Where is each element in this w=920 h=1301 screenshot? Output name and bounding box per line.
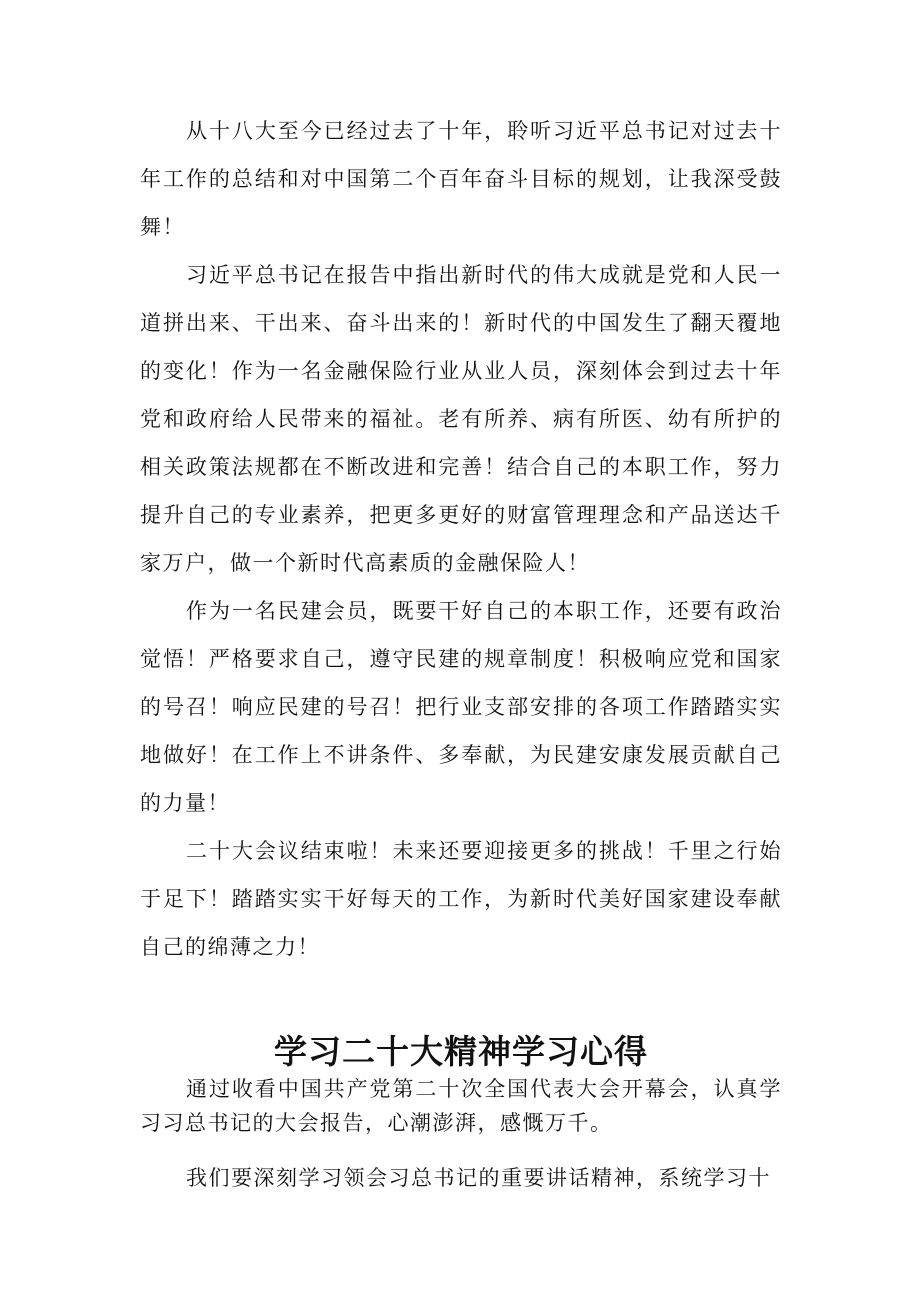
paragraph: 二十大会议结束啦！未来还要迎接更多的挑战！千里之行始于足下！踏踏实实干好每天的工作，为新时代美好国家建设奉献自己的绵薄之力！	[140, 839, 782, 959]
paragraph: 作为一名民建会员，既要干好自己的本职工作，还要有政治觉悟！严格要求自己，遵守民建的规章制度！积极响应党和国家的号召！响应民建的号召！把行业支部安排的各项工作踏踏实实地做好！在工作上不讲条件、多奉献，为民建安康发展贡献自己的力量！	[140, 599, 782, 815]
paragraph: 从十八大至今已经过去了十年，聆听习近平总书记对过去十年工作的总结和对中国第二个百年奋斗目标的规划，让我深受鼓舞！	[140, 119, 782, 239]
essay-body-top	[140, 107, 782, 971]
paragraph: 习近平总书记在报告中指出新时代的伟大成就是党和人民一道拼出来、干出来、奋斗出来的！新时代的中国发生了翻天覆地的变化！作为一名金融保险行业从业人员，深刻体会到过去十年党和政府给人民带来的福祉。老有所养、病有所医、幼有所护的相关政策法规都在不断改进和完善！结合自己的本职工作，努力提升自己的专业素养，把更多更好的财富管理理念和产品送达千家万户，做一个新时代高素质的金融保险人！	[140, 263, 782, 575]
section-title: 学习二十大精神学习心得	[274, 1032, 648, 1071]
essay-body-bottom	[140, 1072, 782, 1202]
paragraph: 通过收看中国共产党第二十次全国代表大会开幕会，认真学习习总书记的大会报告，心潮澎湃，感慨万千。	[140, 1077, 782, 1135]
paragraph: 我们要深刻学习领会习总书记的重要讲话精神，系统学习十	[186, 1166, 771, 1190]
